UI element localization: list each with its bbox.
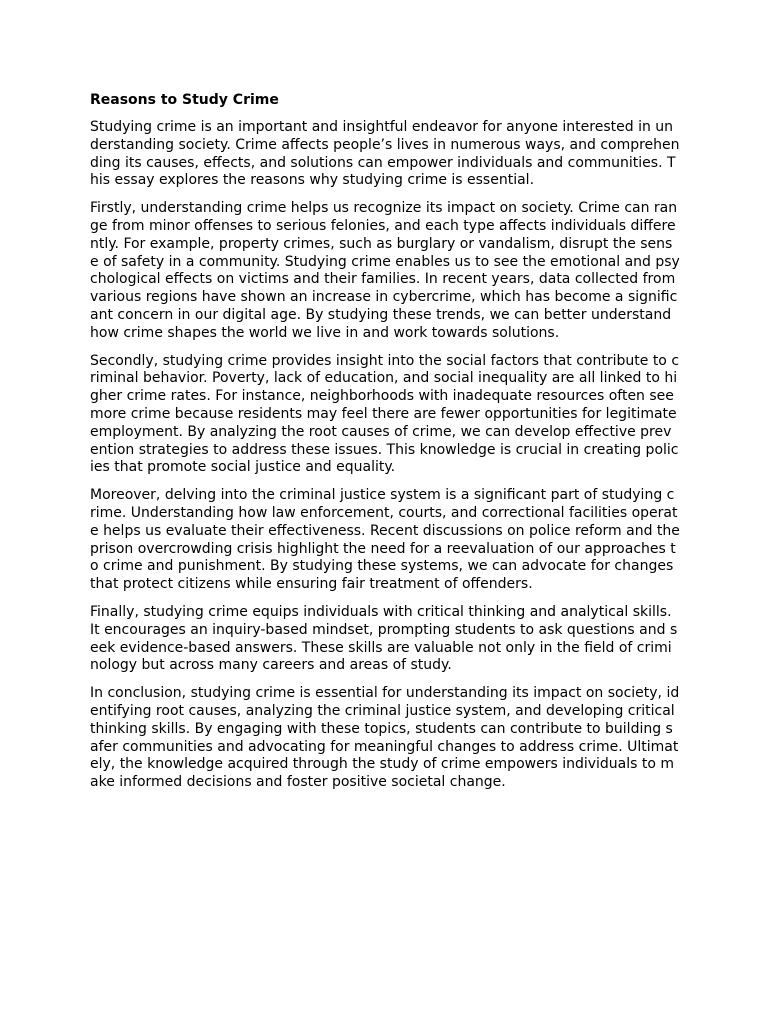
paragraph-introduction: Studying crime is an important and insightful endeavor for anyone interested in understanding society. Crime affects people’s lives in numerous ways, and comprehending its causes, effects, and solutions can empower individuals and communities. This essay explores the reasons why studying crime is essential. — [90, 119, 680, 189]
document-title: Reasons to Study Crime — [90, 92, 279, 108]
document-page — [90, 90, 680, 802]
paragraph-critical-thinking: Finally, studying crime equips individuals with critical thinking and analytical skills. It encourages an inquiry-based mindset, prompting students to ask questions and seek evidence-based answers. These skills are valuable not only in the field of criminology but across many careers and areas of study. — [90, 603, 678, 674]
paragraph-impact-on-society: Firstly, understanding crime helps us recognize its impact on society. Crime can range from minor offenses to serious felonies, and each type affects individuals differently. For example, property crimes, such as burglary or vandalism, disrupt the sense of safety in a community. Studying crime enables us to see the emotional and psychological effects on victims and their families. In recent years, data collected from various regions have shown an increase in cybercrime, which has become a significant concern in our digital age. By studying these trends, we can better understand how crime shapes the world we live in and work towards solutions. — [90, 200, 680, 341]
paragraph-criminal-justice-system: Moreover, delving into the criminal justice system is a significant part of studying crime. Understanding how law enforcement, courts, and correctional facilities operate helps us evaluate their effectiveness. Recent discussions on police reform and the prison overcrowding crisis highlight the need for a reevaluation of our approaches to crime and punishment. By studying these systems, we can advocate for changes that protect citizens while ensuring fair treatment of offenders. — [90, 487, 680, 593]
paragraph-social-factors: Secondly, studying crime provides insight into the social factors that contribute to criminal behavior. Poverty, lack of education, and social inequality are all linked to higher crime rates. For instance, neighborhoods with inadequate resources often see more crime because residents may feel there are fewer opportunities for legitimate employment. By analyzing the root causes of crime, we can develop effective prevention strategies to address these issues. This knowledge is crucial in creating policies that promote social justice and equality. — [90, 352, 680, 476]
paragraph-conclusion: In conclusion, studying crime is essential for understanding its impact on society, identifying root causes, analyzing the criminal justice system, and developing critical thinking skills. By engaging with these topics, students can contribute to building safer communities and advocating for meaningful changes to address crime. Ultimately, the knowledge acquired through the study of crime empowers individuals to make informed decisions and foster positive societal change. — [90, 685, 680, 791]
